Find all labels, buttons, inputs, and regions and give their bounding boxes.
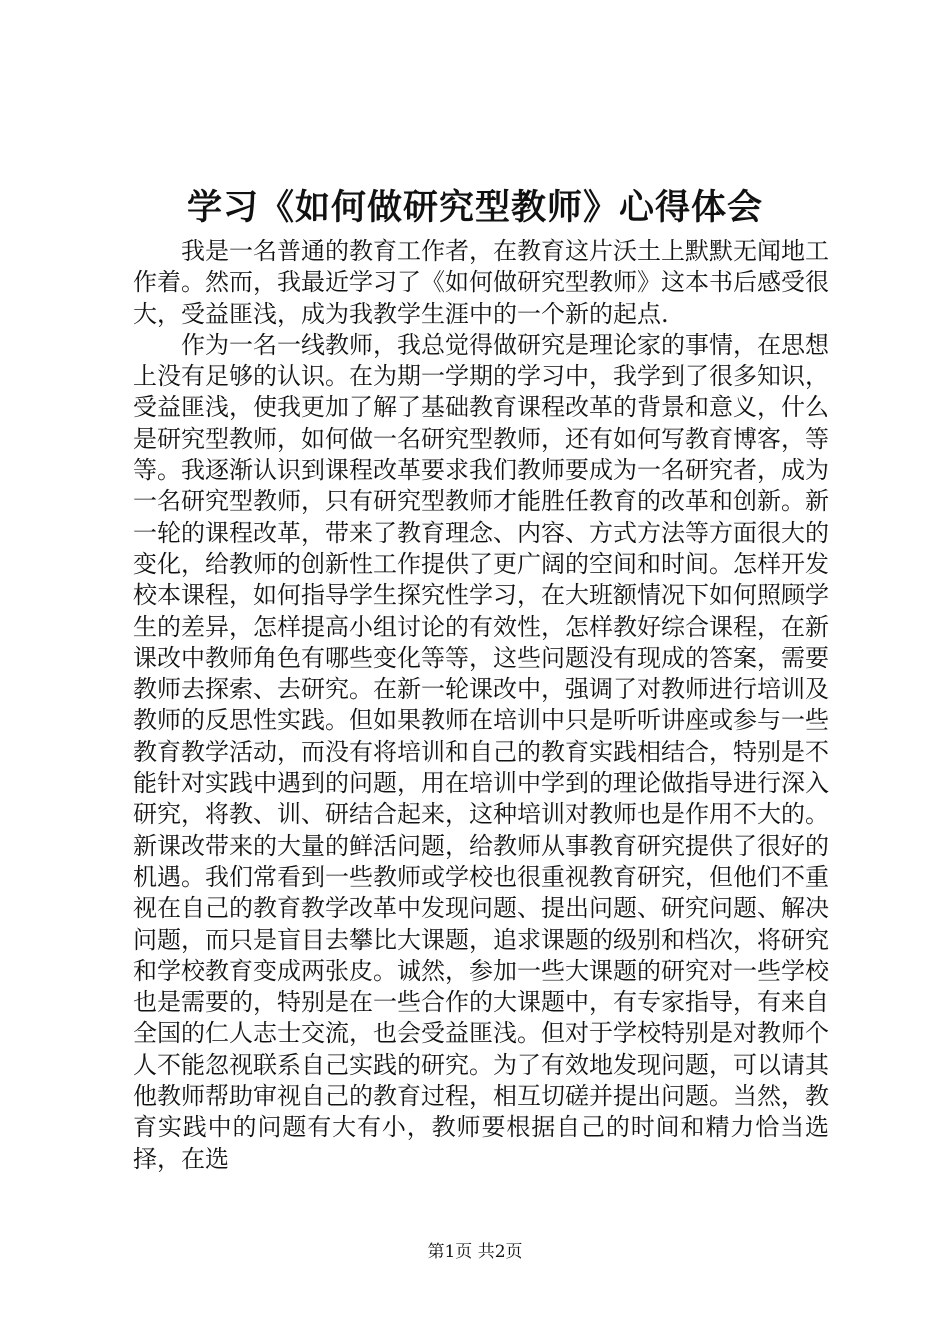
paragraph-1: 我是一名普通的教育工作者，在教育这片沃土上默默无闻地工作着。然而，我最近学习了《如何做研究型教师》这本书后感受很大，受益匪浅，成为我教学生涯中的一个新的起点.	[133, 237, 829, 328]
page-footer: 第1页 共2页	[427, 1242, 523, 1262]
document-title: 学习《如何做研究型教师》心得体会	[186, 187, 763, 228]
document-body	[133, 236, 829, 1175]
paragraph-2: 作为一名一线教师，我总觉得做研究是理论家的事情，在思想上没有足够的认识。在为期一学期的学习中，我学到了很多知识，受益匪浅，使我更加了解了基础教育课程改革的背景和意义，什么是研究型教师，如何做一名研究型教师，还有如何写教育博客，等等。我逐渐认识到课程改革要求我们教师要成为一名研究者，成为一名研究型教师，只有研究型教师才能胜任教育的改革和创新。新一轮的课程改革，带来了教育理念、内容、方式方法等方面很大的变化，给教师的创新性工作提供了更广阔的空间和时间。怎样开发校本课程，如何指导学生探究性学习，在大班额情况下如何照顾学生的差异，怎样提高小组讨论的有效性，怎样教好综合课程，在新课改中教师角色有哪些变化等等，这些问题没有现成的答案，需要教师去探索、去研究。在新一轮课改中，强调了对教师进行培训及教师的反思性实践。但如果教师在培训中只是听听讲座或参与一些教育教学活动，而没有将培训和自己的教育实践相结合，特别是不能针对实践中遇到的问题，用在培训中学到的理论做指导进行深入研究，将教、训、研结合起来，这种培训对教师也是作用不大的。新课改带来的大量的鲜活问题，给教师从事教育研究提供了很好的机遇。我们常看到一些教师或学校也很重视教育研究，但他们不重视在自己的教育教学改革中发现问题、提出问题、研究问题、解决问题，而只是盲目去攀比大课题，追求课题的级别和档次，将研究和学校教育变成两张皮。诚然，参加一些大课题的研究对一些学校也是需要的，特别是在一些合作的大课题中，有专家指导，有来自全国的仁人志士交流，也会受益匪浅。但对于学校特别是对教师个人不能忽视联系自己实践的研究。为了有效地发现问题，可以请其他教师帮助审视自己的教育过程，相互切磋并提出问题。当然，教育实践中的问题有大有小，教师要根据自己的时间和精力恰当选择，在选	[133, 330, 829, 1173]
